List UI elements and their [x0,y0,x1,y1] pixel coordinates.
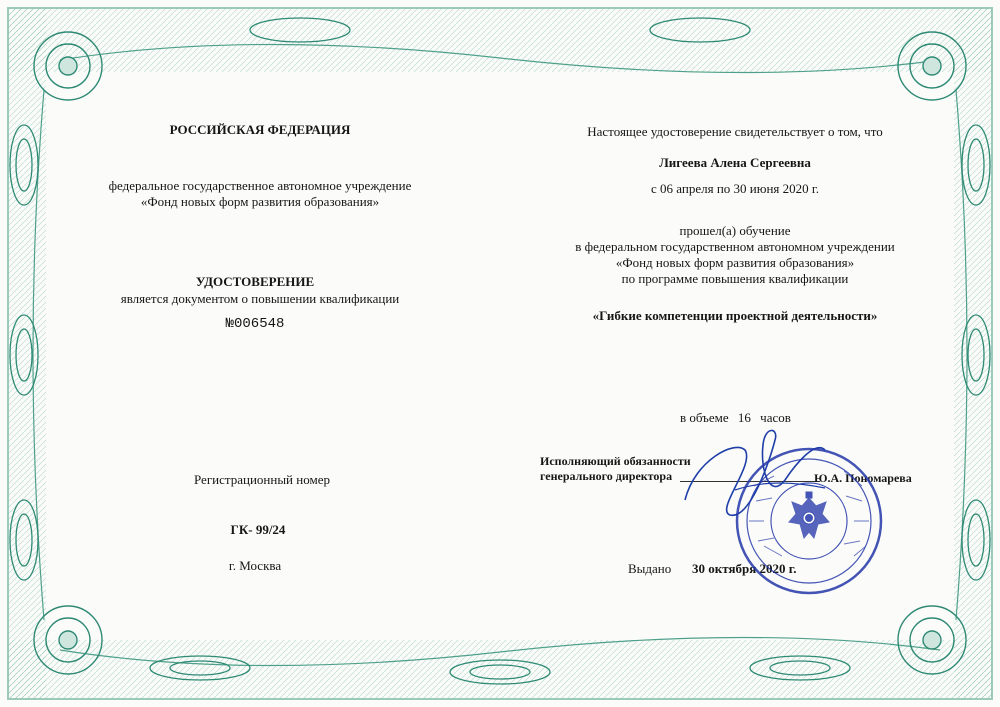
org-line-1: федеральное государственное автономное учреждение [108,178,412,193]
training-line-3: «Фонд новых форм развития образования» [615,255,855,270]
org-line-2: «Фонд новых форм развития образования» [140,194,380,209]
intro-text: Настоящее удостоверение свидетельствует о том, что [587,124,883,139]
training-line-1: прошел(а) обучение [679,223,791,238]
official-seal [734,446,884,596]
training-period: с 06 апреля по 30 июня 2020 г. [651,181,819,196]
issued-date: 30 октября 2020 г. [692,561,797,576]
signer-name: Ю.А. Пономарева [814,471,912,485]
program-name: «Гибкие компетенции проектной деятельности» [592,308,878,323]
reg-number-label: Регистрационный номер [194,472,330,487]
signer-title-line-1: Исполняющий обязанности [540,454,691,468]
signer-title-line-2: генерального директора [540,469,673,483]
volume-suffix: часов [760,410,791,425]
training-line-4: по программе повышения квалификации [621,271,849,286]
issued-label: Выдано [628,561,672,576]
country-heading: РОССИЙСКАЯ ФЕДЕРАЦИЯ [169,122,351,137]
city: г. Москва [228,558,282,573]
person-name: Лигеева Алена Сергеевна [659,155,811,170]
training-line-2: в федеральном государственном автономном учреждении [575,239,895,254]
reg-number: ГК- 99/24 [230,522,286,537]
volume-prefix: в объеме [680,410,729,425]
doc-subtitle: является документом о повышении квалификации [120,291,400,306]
volume-hours: 16 [737,410,751,425]
doc-number: №006548 [225,316,285,332]
doc-title: УДОСТОВЕРЕНИЕ [195,274,315,289]
